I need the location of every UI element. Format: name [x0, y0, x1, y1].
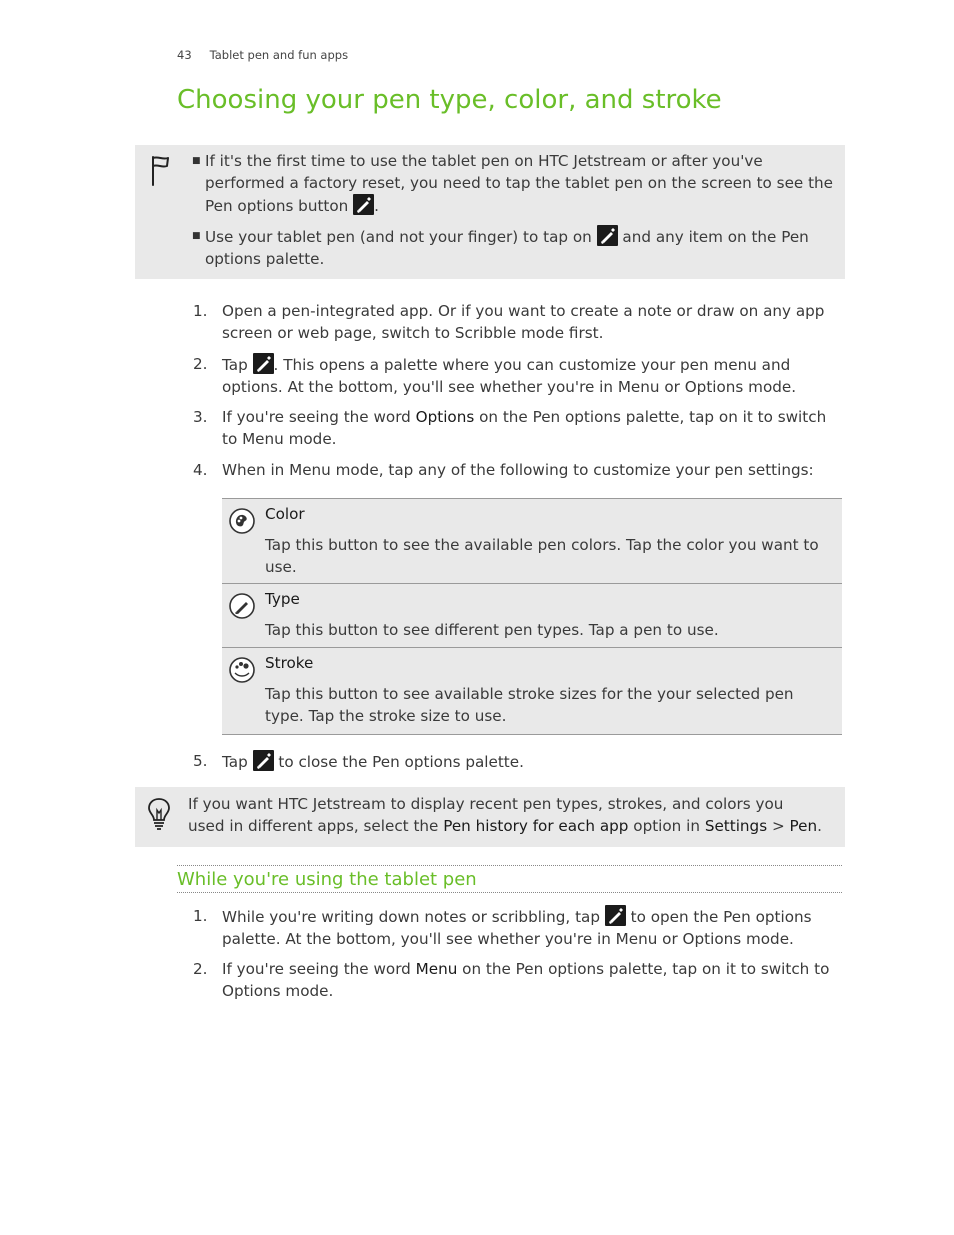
bullet-marker: ■ [192, 231, 201, 241]
ui-term: Settings [704, 817, 768, 835]
sub-step-1 [222, 905, 842, 950]
pen-options-icon [605, 905, 626, 926]
bullet-marker: ■ [192, 156, 201, 166]
section-rule-bottom [177, 892, 842, 893]
pen-options-icon [353, 194, 374, 215]
tip-plain: option in [633, 817, 700, 835]
step-4: When in Menu mode, tap any of the following to customize your pen settings: [222, 461, 814, 479]
ui-term: Pen [789, 817, 818, 835]
pen-options-icon [253, 353, 274, 374]
flag-icon [148, 154, 172, 188]
sub-step-2 [222, 958, 842, 1002]
option-description [265, 683, 837, 727]
option-description [265, 534, 837, 578]
option-desc-line: Tap this button to see the available pen colors. Tap the color you want to [265, 536, 819, 554]
tip-text [188, 793, 838, 837]
note-line [205, 194, 841, 217]
pen-type-icon [228, 592, 256, 620]
step-3 [222, 406, 842, 450]
step-line: screen or web page, switch to Scribble mode first. [222, 324, 604, 342]
step-number: 2. [193, 960, 208, 978]
step-text: to close the Pen options palette. [278, 753, 524, 771]
step-line [222, 353, 842, 376]
subsection-heading: While you're using the tablet pen [177, 869, 477, 890]
lightbulb-icon [146, 796, 172, 832]
option-title: Color [265, 505, 305, 523]
option-description [265, 619, 837, 641]
option-title: Stroke [265, 654, 314, 672]
pen-options-icon [597, 225, 618, 246]
option-desc-line: Tap this button to see available stroke sizes for the your selected pen [265, 685, 794, 703]
option-desc-line: Tap this button to see different pen types. Tap a pen to use. [265, 621, 719, 639]
note-text: . [374, 197, 379, 215]
step-number: 5. [193, 752, 208, 770]
step-number: 2. [193, 355, 208, 373]
running-header [177, 44, 348, 66]
tip-line [188, 815, 838, 837]
step-text: on the Pen options palette, tap on it to switch to [462, 960, 830, 978]
step-number: 3. [193, 408, 208, 426]
ui-term: Pen history for each app [443, 817, 629, 835]
step-number: 1. [193, 907, 208, 925]
tip-plain: > [771, 817, 785, 835]
step-text: . This opens a palette where you can customize your pen menu and [273, 356, 791, 374]
note-text: Pen options button [205, 197, 349, 215]
table-row-type [222, 583, 842, 648]
tip-line: If you want HTC Jetstream to display recent pen types, strokes, and colors you [188, 795, 784, 813]
option-desc-line: type. Tap the stroke size to use. [265, 707, 507, 725]
section-name: Tablet pen and fun apps [209, 48, 349, 62]
page-title: Choosing your pen type, color, and stroke [177, 85, 722, 115]
table-row-stroke [222, 647, 842, 734]
step-line: Options mode. [222, 982, 334, 1000]
step-number: 4. [193, 461, 208, 479]
page-number: 43 [177, 48, 192, 62]
step-line: Open a pen-integrated app. Or if you want to create a note or draw on any app [222, 302, 825, 320]
step-text: If you're seeing the word [222, 408, 411, 426]
color-palette-icon [228, 507, 256, 535]
pen-options-icon [253, 750, 274, 771]
option-title: Type [265, 590, 300, 608]
ui-term: Menu [415, 960, 458, 978]
step-number: 1. [193, 302, 208, 320]
tip-plain: . [817, 817, 822, 835]
tip-plain: used in different apps, select the [188, 817, 439, 835]
step-line: palette. At the bottom, you'll see whether you're in Menu or Options mode. [222, 930, 794, 948]
step-text: If you're seeing the word [222, 960, 411, 978]
section-rule-top [177, 865, 842, 866]
step-line [222, 406, 842, 428]
note-line: If it's the first time to use the tablet pen on HTC Jetstream or after you've [205, 152, 763, 170]
step-text: Tap [222, 753, 248, 771]
step-1 [222, 300, 842, 344]
ui-term: Options [415, 408, 475, 426]
step-text: While you're writing down notes or scribbling, tap [222, 908, 600, 926]
note-bullet-1 [205, 150, 841, 217]
step-text: on the Pen options palette, tap on it to switch [479, 408, 827, 426]
table-row-color [222, 499, 842, 583]
step-line: options. At the bottom, you'll see whether you're in Menu or Options mode. [222, 378, 797, 396]
note-text: and any item on the Pen [622, 228, 809, 246]
option-desc-line: use. [265, 558, 297, 576]
step-line: to Menu mode. [222, 430, 337, 448]
note-line: performed a factory reset, you need to tap the tablet pen on the screen to see the [205, 174, 834, 192]
note-bullet-2 [205, 225, 841, 270]
note-line [205, 225, 841, 248]
step-text: to open the Pen options [630, 908, 812, 926]
stroke-size-icon [228, 656, 256, 684]
step-line [222, 958, 842, 980]
pen-options-table [222, 498, 842, 735]
note-line: options palette. [205, 250, 325, 268]
step-2 [222, 353, 842, 398]
step-line [222, 905, 842, 928]
step-5 [222, 750, 842, 773]
step-text: Tap [222, 356, 248, 374]
note-text: Use your tablet pen (and not your finger) to tap on [205, 228, 592, 246]
